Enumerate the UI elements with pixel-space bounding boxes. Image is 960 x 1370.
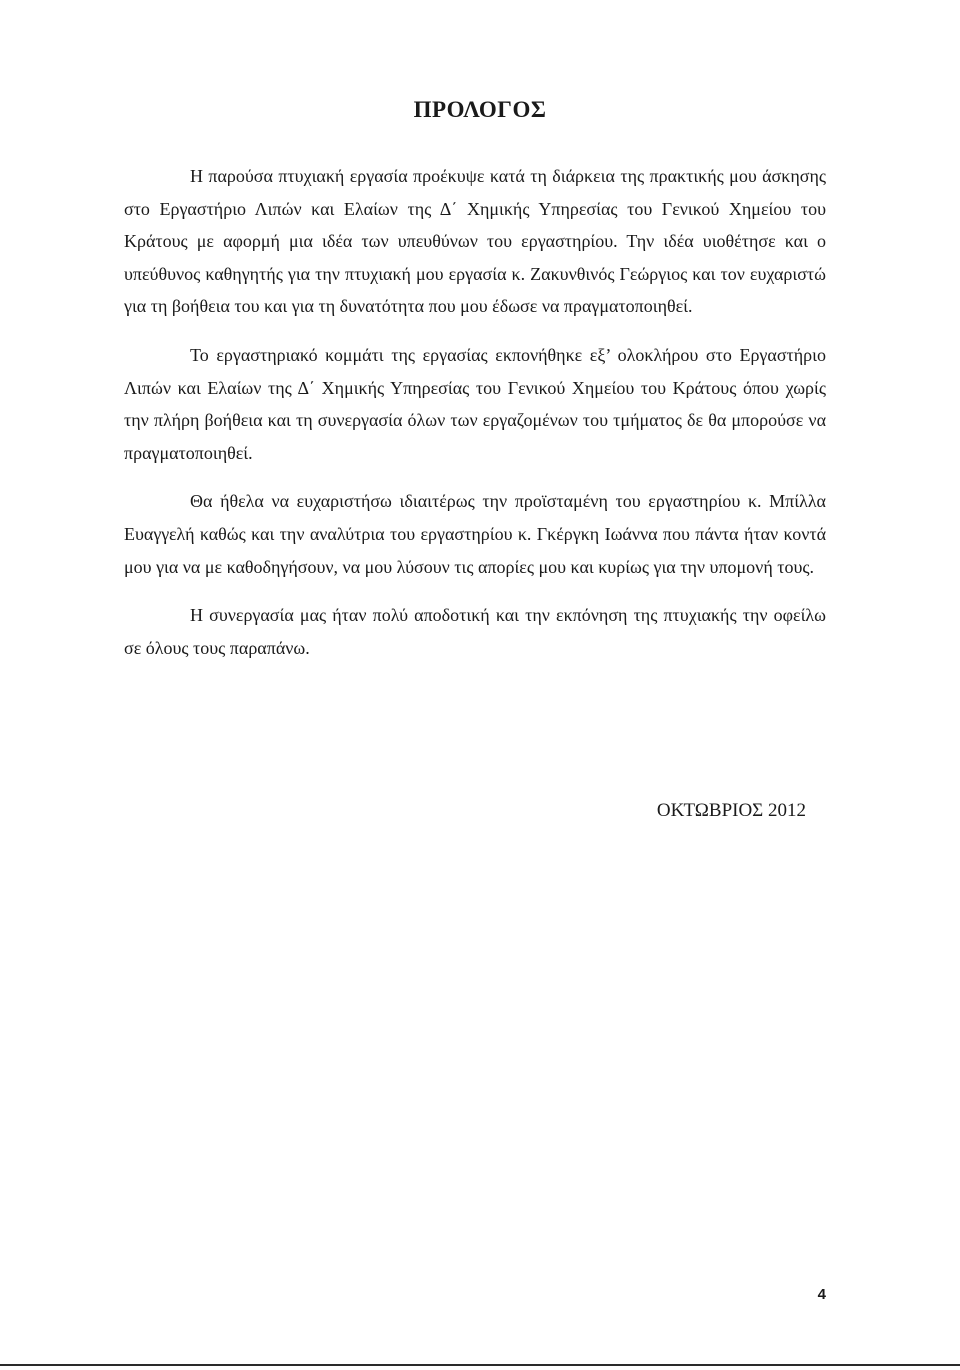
paragraph: Η συνεργασία μας ήταν πολύ αποδοτική και την εκπόνηση της πτυχιακής την οφείλω σε όλους τους παραπάνω. (124, 605, 826, 658)
paragraph: Η παρούσα πτυχιακή εργασία προέκυψε κατά τη διάρκεια της πρακτικής μου άσκησης στο Εργαστήριο Λιπών και Ελαίων της Δ΄ Χημικής Υπηρεσίας του Γενικού Χημείου του Κράτους με αφορμή μια ιδέα των υπευθύνων του εργαστηρίου. Την ιδέα υιοθέτησε και ο υπεύθυνος καθηγητής για την πτυχιακή μου εργασία κ. Ζακυνθινός Γεώργιος και τον ευχαριστώ για τη βοήθεια του και για τη δυνατότητα που μου έδωσε να πραγματοποιηθεί. (124, 166, 826, 317)
date-signature: ΟΚΤΩΒΡΙΟΣ 2012 (656, 800, 806, 821)
bottom-divider (0, 1364, 960, 1366)
document-body (124, 160, 826, 680)
page-title: ΠΡΟΛΟΓΟΣ (413, 97, 547, 122)
page-number: 4 (817, 1286, 826, 1303)
paragraph: Θα ήθελα να ευχαριστήσω ιδιαιτέρως την προϊσταμένη του εργαστηρίου κ. Μπίλλα Ευαγγελή καθώς και την αναλύτρια του εργαστηρίου κ. Γκέργκη Ιωάννα που πάντα ήταν κοντά μου για να με καθοδηγήσουν, να μου λύσουν τις απορίες μου και κυρίως για την υπομονή τους. (124, 491, 826, 577)
paragraph: Το εργαστηριακό κομμάτι της εργασίας εκπονήθηκε εξ’ ολοκλήρου στο Εργαστήριο Λιπών και Ελαίων της Δ΄ Χημικής Υπηρεσίας του Γενικού Χημείου του Κράτους όπου χωρίς την πλήρη βοήθεια και τη συνεργασία όλων των εργαζομένων του τμήματος δε θα μπορούσε να πραγματοποιηθεί. (124, 344, 826, 463)
